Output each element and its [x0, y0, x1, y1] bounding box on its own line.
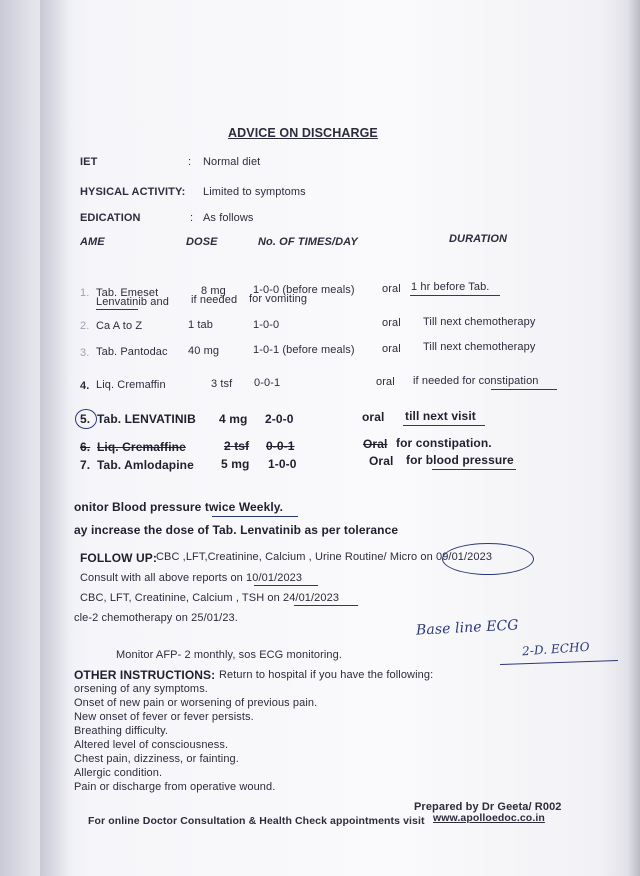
med-route: oral: [376, 376, 395, 388]
medication-label: EDICATION: [80, 212, 141, 224]
activity-value: Limited to symptoms: [203, 186, 306, 198]
med-dose-cont: if needed: [191, 294, 238, 306]
instruction-item: Allergic condition.: [74, 767, 163, 779]
med-dose: 5 mg: [221, 457, 250, 471]
instruction-item: Chest pain, dizziness, or fainting.: [74, 753, 239, 765]
follow-up-line-3: CBC, LFT, Creatinine, Calcium , TSH on 24/01/2023: [80, 592, 340, 604]
handwritten-note-line-2: 2-D. ECHO: [521, 639, 591, 659]
med-name: Tab. Pantodac: [96, 346, 168, 358]
med-route: Oral: [369, 454, 394, 468]
pen-underline: [403, 425, 485, 426]
med-times: 1-0-0: [268, 457, 297, 471]
med-route: oral: [382, 317, 401, 329]
med-times: 0-0-1: [254, 377, 281, 389]
med-route: oral: [362, 410, 385, 424]
med-times: 1-0-0 (before meals): [253, 284, 355, 296]
instruction-item: Onset of new pain or worsening of previous pain.: [74, 697, 318, 709]
diet-label: IET: [80, 156, 98, 168]
pen-circle: [442, 543, 534, 575]
instruction-item: New onset of fever or fever persists.: [74, 711, 254, 723]
med-duration: 1 hr before Tab.: [411, 281, 490, 293]
pen-underline: [410, 295, 500, 296]
pen-underline: [500, 660, 618, 665]
prepared-by: Prepared by Dr Geeta/ R002: [414, 801, 562, 813]
med-number: 2.: [80, 320, 90, 332]
med-number: 7.: [80, 458, 91, 472]
column-duration: DURATION: [449, 233, 508, 245]
med-dose: 2 tsf: [224, 439, 250, 453]
other-instructions-intro: Return to hospital if you have the following:: [219, 669, 434, 681]
med-route: oral: [382, 283, 401, 295]
med-name: Tab. Amlodapine: [97, 458, 194, 472]
med-duration: Till next chemotherapy: [423, 341, 536, 353]
pen-underline: [491, 389, 557, 390]
med-number: 6.: [80, 440, 91, 454]
page-edge-shadow: [628, 0, 640, 876]
page-fold-shadow: [40, 0, 70, 876]
med-number: 3.: [80, 347, 90, 359]
medication-colon: :: [190, 212, 194, 224]
med-times: 2-0-0: [265, 412, 294, 426]
monitor-bp: onitor Blood pressure twice Weekly.: [74, 500, 284, 514]
med-duration: for blood pressure: [406, 453, 514, 467]
pen-underline: [432, 469, 516, 470]
med-times-cont: for vomiting: [249, 293, 308, 305]
column-times: No. OF TIMES/DAY: [258, 236, 358, 248]
increase-dose-note: ay increase the dose of Tab. Lenvatinib as per tolerance: [74, 523, 399, 537]
pen-underline: [212, 516, 298, 517]
med-dose: 3 tsf: [211, 378, 233, 390]
activity-label: HYSICAL ACTIVITY:: [80, 186, 186, 198]
instruction-item: orsening of any symptoms.: [74, 683, 208, 695]
med-dose: 4 mg: [219, 412, 248, 426]
handwritten-note-line-1: Base line ECG: [415, 617, 520, 639]
med-name: Tab. LENVATINIB: [97, 412, 196, 426]
follow-up-line-2: Consult with all above reports on 10/01/2023: [80, 572, 303, 584]
med-times: 1-0-0: [253, 319, 280, 331]
med-duration: if needed for constipation: [413, 375, 539, 387]
med-name: Ca A to Z: [96, 320, 143, 332]
pen-underline: [96, 309, 138, 310]
instruction-item: Altered level of consciousness.: [74, 739, 229, 751]
med-number: 5.: [80, 412, 91, 426]
med-dose: 1 tab: [188, 319, 213, 331]
footer-text: For online Doctor Consultation & Health Check appointments visit: [88, 815, 425, 827]
med-dose: 40 mg: [188, 345, 220, 357]
med-route: oral: [382, 343, 401, 355]
instruction-item: Pain or discharge from operative wound.: [74, 781, 276, 793]
diet-colon: :: [188, 156, 192, 168]
med-name: Tab. Emeset: [96, 287, 159, 299]
med-duration: Till next chemotherapy: [423, 316, 536, 328]
pen-underline: [254, 585, 318, 586]
page-title: ADVICE ON DISCHARGE: [228, 126, 378, 140]
follow-up-label: FOLLOW UP:: [80, 551, 157, 565]
other-instructions-label: OTHER INSTRUCTIONS:: [74, 668, 216, 682]
column-name: AME: [80, 236, 105, 248]
follow-up-line-1: CBC ,LFT,Creatinine, Calcium , Urine Routine/ Micro on 09/01/2023: [156, 551, 493, 563]
med-times: 1-0-1 (before meals): [253, 344, 355, 356]
med-name: Liq. Cremaffin: [96, 379, 166, 391]
med-dose: 8 mg: [201, 285, 226, 297]
med-route: Oral: [363, 437, 388, 451]
medication-value: As follows: [203, 212, 254, 224]
med-times: 0-0-1: [266, 439, 295, 453]
med-duration: till next visit: [405, 409, 476, 423]
column-dose: DOSE: [186, 236, 218, 248]
pen-underline: [294, 605, 358, 606]
med-number: 4.: [80, 380, 90, 392]
med-name-cont: Lenvatinib and: [96, 296, 169, 308]
monitor-afp: Monitor AFP- 2 monthly, sos ECG monitoring.: [116, 649, 343, 661]
med-duration: for constipation.: [396, 436, 492, 450]
instruction-item: Breathing difficulty.: [74, 725, 169, 737]
footer-link[interactable]: www.apolloedoc.co.in: [433, 812, 545, 824]
diet-value: Normal diet: [203, 156, 261, 168]
med-number: 1.: [80, 287, 90, 299]
med-name: Liq. Cremaffine: [97, 440, 186, 454]
follow-up-line-4: cle-2 chemotherapy on 25/01/23.: [74, 612, 238, 624]
